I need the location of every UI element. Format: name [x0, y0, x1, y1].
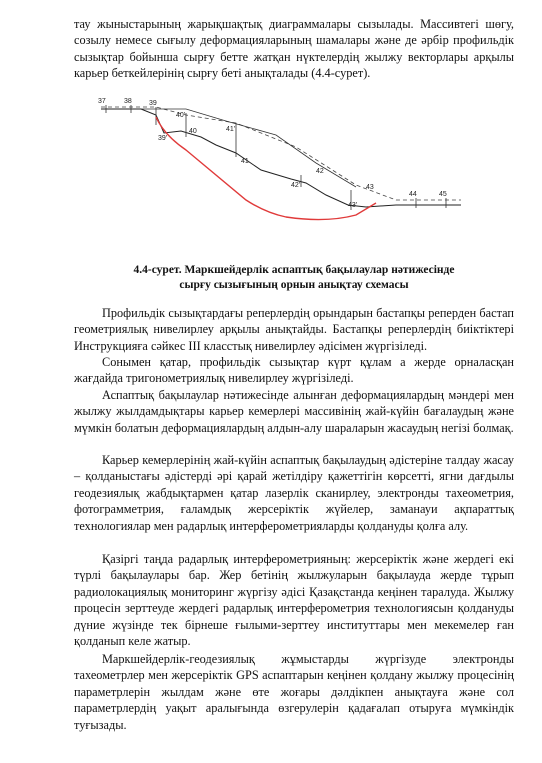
bench-line	[141, 109, 356, 187]
label-40: 40	[189, 128, 197, 135]
dashed-surface-line	[101, 107, 461, 200]
profile-line	[101, 109, 461, 207]
benchmark-ticks	[106, 105, 446, 210]
label-42-prime: 42'	[291, 182, 301, 189]
paragraph-intro: тау жыныстарының жарықшақтық диаграммалары сызылады. Массивтегі шөгу, созылу немесе сығылу деформацияларының шамалары және де әрбір профильдік сызықтар бойынша сырғу бетте жатқан нүктелердің жылжу векторлары арқылы карьер беткейлерінің сырғу беті анықталады (4.4-сурет).	[74, 17, 514, 81]
label-43-prime: 43'	[348, 202, 358, 209]
paragraph-benchmarks: Профильдік сызықтардағы реперлердің орындарын бастапқы реперден бастап геометриялық нивелирлеу арқылы анықтайды. Бастапқы реперлердің биіктіктері Инструкцияға сәйкес III класстық нивелирлеу әдісімен жүргізіледі.	[74, 306, 514, 353]
paragraph-deformation: Аспаптық бақылаулар нәтижесінде алынған деформациялардың мәндері мен жылжу жылдамдықтары карьер кемерлері массивінің жай-күйін бағалаудың және мүмкін болатын деформациялардың алдын-алу шараларын жасаудың негізі болмақ.	[74, 388, 514, 435]
paragraph-methods: Карьер кемерлерінің жай-күйін аспаптық бақылаудың әдістеріне талдау жасау – қолданыстағы әдістерді әрі қарай жетілдіру қажеттігін көрсетті, ягни дағдылы геодезиялық жабдықтармен қатар лазерлік сканирлеу, электронды тахеометрия, фотограмметрия, ғаламдық жерсеріктік жүйелер, заманауи ақпараттық технологиялар мен радарлық интерферометрияларды қолдануды қолға алу.	[74, 453, 514, 533]
label-40-prime: 40'	[176, 112, 186, 119]
slip-line-diagram	[86, 95, 466, 250]
label-42: 42	[316, 168, 324, 175]
label-41: 41	[241, 158, 249, 165]
paragraph-trig-leveling: Сонымен қатар, профильдік сызықтар күрт құлам а жерде орналасқан жағдайда тригонометриялық нивелирлеу жүргізіледі.	[74, 355, 514, 386]
label-41-prime: 41'	[226, 126, 236, 133]
caption-line-1: 4.4-сурет. Маркшейдерлік аспаптық бақылаулар нәтижесінде	[133, 264, 455, 276]
label-38: 38	[124, 98, 132, 105]
label-43: 43	[366, 184, 374, 191]
paragraph-gps: Маркшейдерлік-геодезиялық жұмыстарды жүргізуде электронды тахеометрлер мен жерсеріктік GPS аспаптарын кеңінен қолдану жылжу процесінің параметрлерін жылдам және өте жоғары дәлдікпен анықтауға және сол параметрлердің уақыт аралығында өзгерулерін қадағалап отыруға мүмкіндік туғызады.	[74, 652, 514, 732]
caption-line-2: сырғу сызығының орнын анықтау схемасы	[179, 279, 409, 291]
label-39: 39	[149, 100, 157, 107]
paragraph-radar: Қазіргі таңда радарлық интерферометрияның: жерсеріктік және жердегі екі түрлі бақылаулары бар. Жер бетінің жылжуларын бақылауда жерде тұрып радиолокациялық мониторинг жүргізу әдісі Қазақстанда кеңінен таралуда. Жылжу процесін зерттеуде жердегі радарлық интерферометрия технологиясын қолдануды дүние жүзінде тек бірнеше ғылыми-зерттеу институттары мен мекемелер ған қолданып келе жатыр.	[74, 552, 514, 649]
label-39-prime: 39'	[158, 135, 168, 142]
label-44: 44	[409, 191, 417, 198]
label-37: 37	[98, 98, 106, 105]
figure-caption	[74, 263, 514, 293]
point-labels	[98, 98, 447, 209]
label-45: 45	[439, 191, 447, 198]
